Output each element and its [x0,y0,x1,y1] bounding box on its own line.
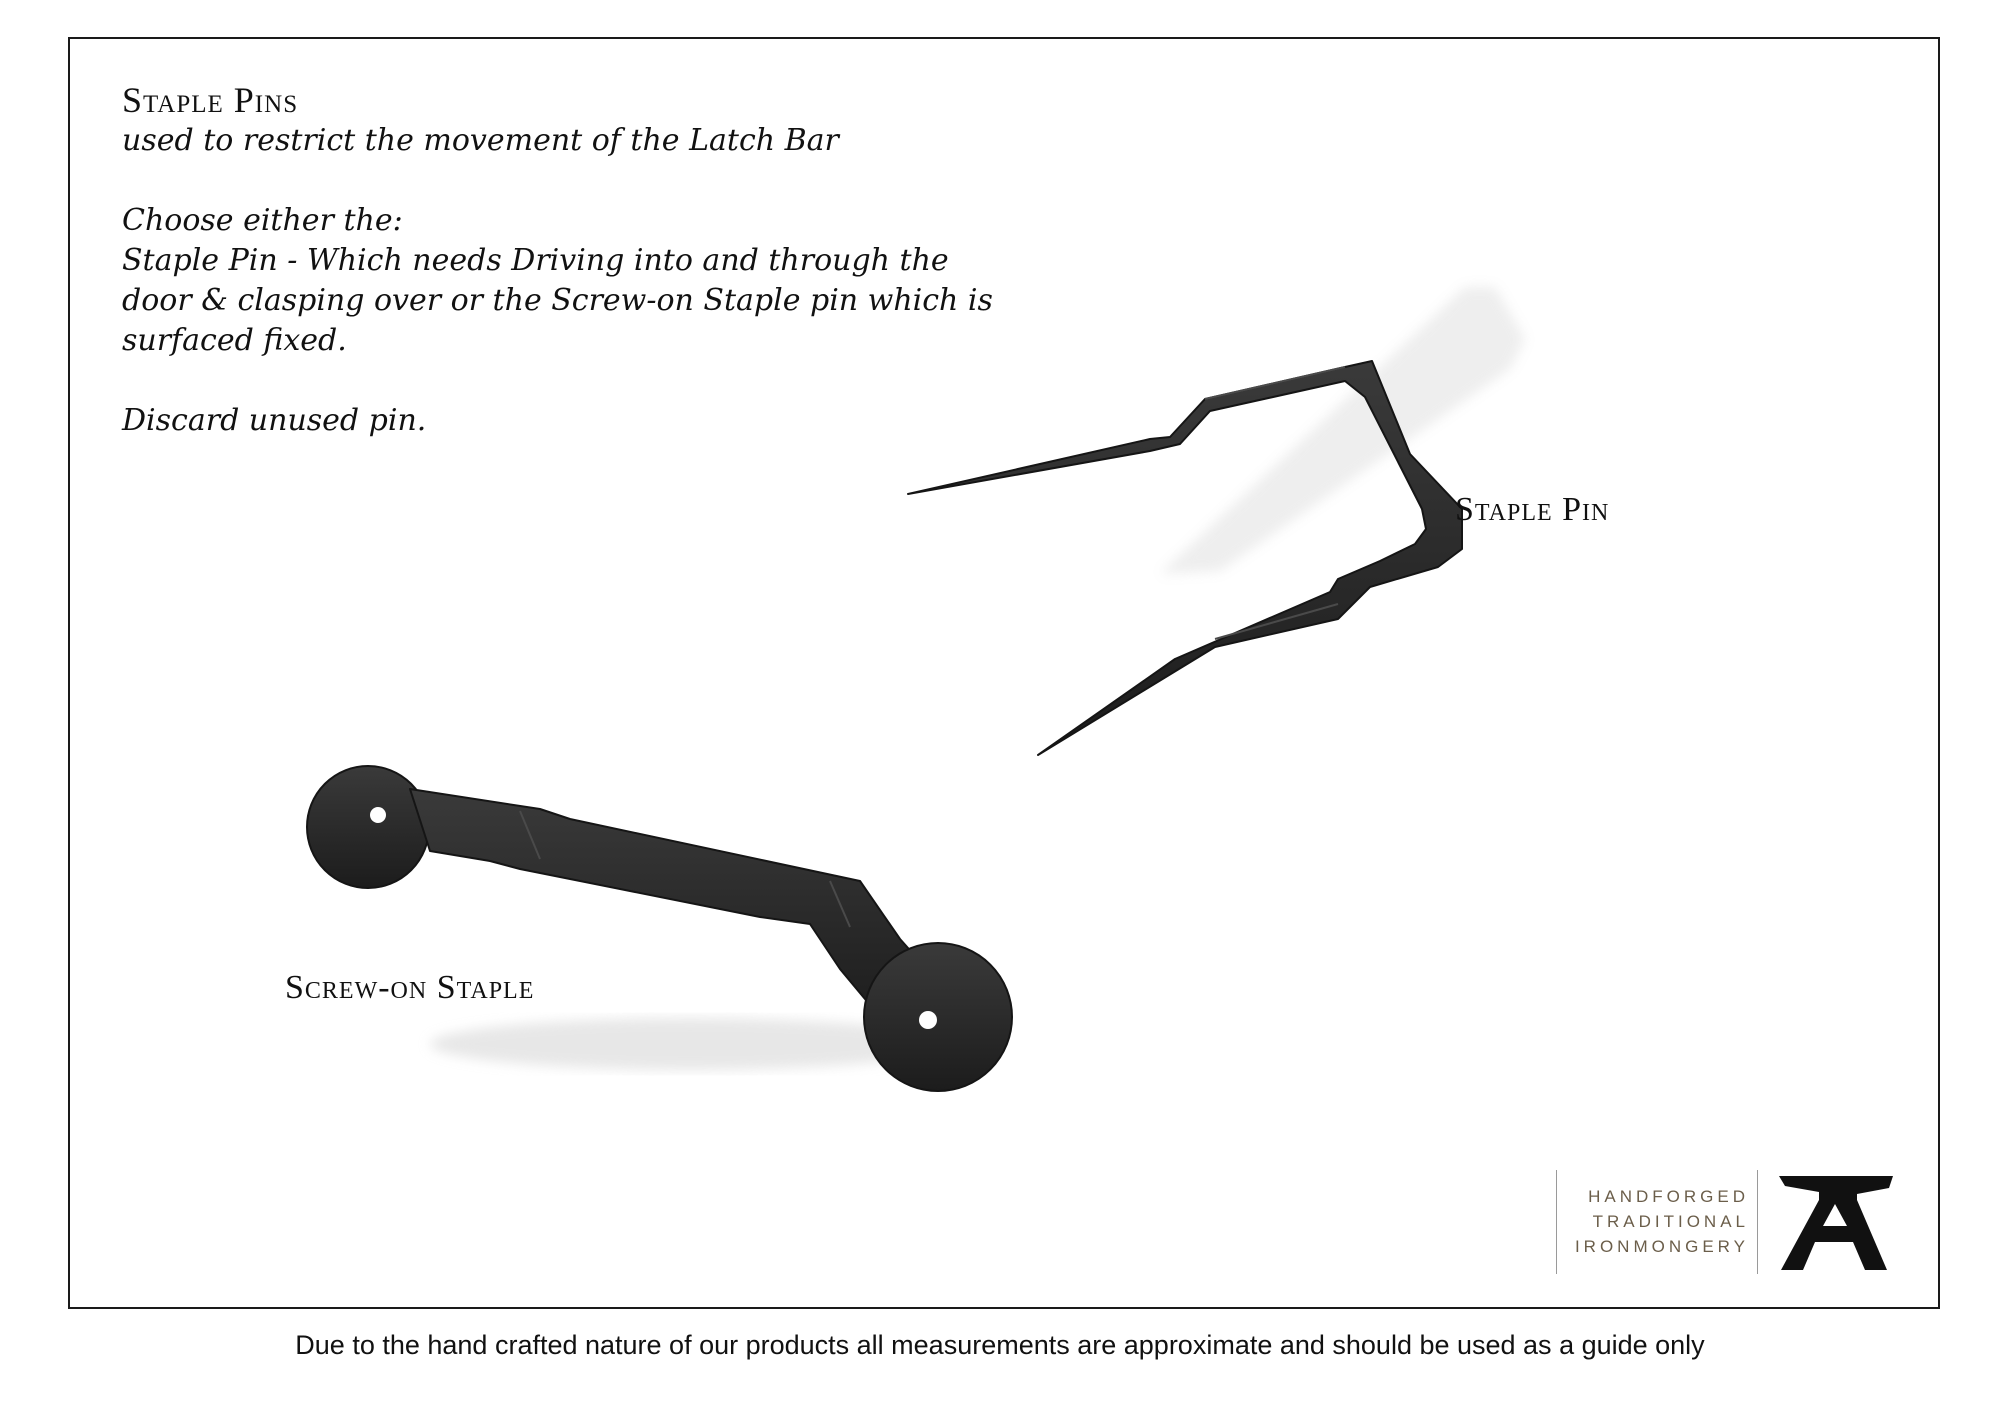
brand-line-2: TRADITIONAL [1592,1212,1749,1231]
brand-logo [1556,1166,1906,1276]
brand-tagline [1574,1184,1749,1259]
logo-divider-left [1556,1170,1557,1274]
discard-note: Discard unused pin. [122,403,427,438]
logo-divider-right [1757,1170,1758,1274]
page-title: Staple Pins [122,80,299,120]
content-frame [68,37,1940,1309]
brand-line-3: IRONMONGERY [1574,1237,1749,1256]
brand-line-1: HANDFORGED [1588,1187,1749,1206]
screw-on-staple-label: Screw-on Staple [285,969,535,1006]
staple-pin-label: Staple Pin [1455,491,1610,528]
footer-disclaimer: Due to the hand crafted nature of our products all measurements are approximate and should be used as a guide only [295,1330,1705,1360]
choice-instructions: Choose either the: Staple Pin - Which needs Driving into and through the door & clasping over or the Screw-on Staple pin which is surfaced fixed. [122,203,993,358]
page-subtitle: used to restrict the movement of the Latch Bar [122,123,839,158]
anvil-a-icon [1771,1170,1896,1274]
screw-on-staple-image [307,766,1012,1091]
